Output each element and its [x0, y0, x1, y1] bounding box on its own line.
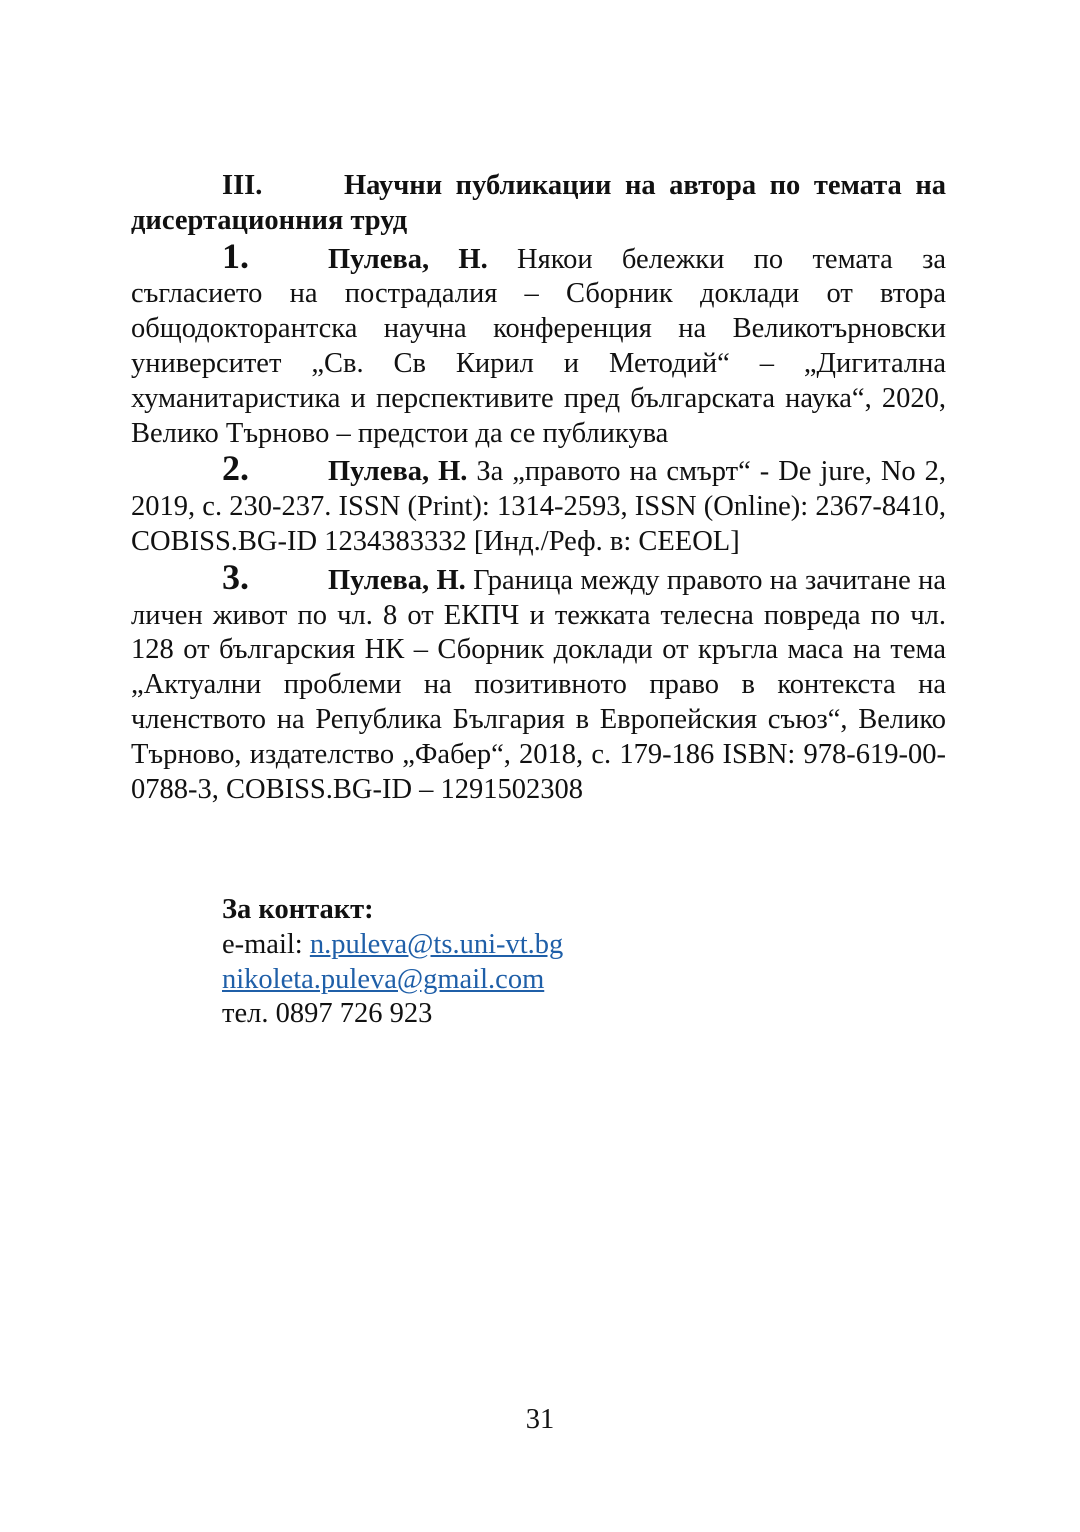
section-heading	[131, 169, 946, 239]
publication-entry-3	[131, 556, 946, 808]
email-line	[222, 928, 563, 963]
publication-author: Пулева, Н.	[328, 456, 468, 488]
publication-text: Някои бележки по темата за съгласието на пострадалия – Сборник доклади от втора общодокторантска научна конференция на Великотърновски университет „Св. Св Кирил и Методий“ – „Дигитална хуманитаристика и перспективите пред българската наука“, 2020, Велико Търново – предстои да се публикува	[131, 243, 946, 449]
publication-text: Граница между правото на зачитане на личен живот по чл. 8 от ЕКПЧ и тежката телесна повреда по чл. 128 от българския НК – Сборник доклади от кръгла маса на тема „Актуални проблеми на позитивното право в контекста на членството на Република България в Европейския съюз“, Велико Търново, издателство „Фабер“, 2018, с. 179-186 ISBN: 978-619-00-0788-3, COBISS.BG-ID – 1291502308	[131, 564, 946, 805]
publication-entry-1	[131, 235, 946, 452]
contact-block	[222, 893, 563, 1032]
email-prefix: e-mail:	[222, 928, 310, 960]
publication-number: 3.	[222, 556, 249, 597]
publication-number: 1.	[222, 235, 249, 276]
email-link-secondary[interactable]: nikoleta.puleva@gmail.com	[222, 963, 545, 995]
email-line-secondary	[222, 963, 563, 998]
contact-label: За контакт:	[222, 894, 374, 925]
email-link-primary[interactable]: n.puleva@ts.uni-vt.bg	[309, 928, 564, 960]
publications-section	[131, 169, 946, 807]
publication-text: За „правото на смърт“ - De jure, No 2, 2019, с. 230-237. ISSN (Print): 1314-2593, ISSN (Online): 2367-8410, COBISS.BG-ID 1234383332 [Инд./Реф. в: CEEOL]	[131, 456, 946, 557]
page-number: 31	[525, 1404, 555, 1435]
publication-author: Пулева, Н.	[328, 243, 488, 275]
section-number: III.	[222, 170, 263, 201]
section-title: Научни публикации на автора по темата на дисертационния труд	[131, 170, 946, 236]
phone-number: тел. 0897 726 923	[222, 998, 433, 1030]
publication-author: Пулева, Н.	[328, 564, 466, 596]
publication-number: 2.	[222, 448, 249, 489]
publication-entry-2	[131, 448, 946, 559]
